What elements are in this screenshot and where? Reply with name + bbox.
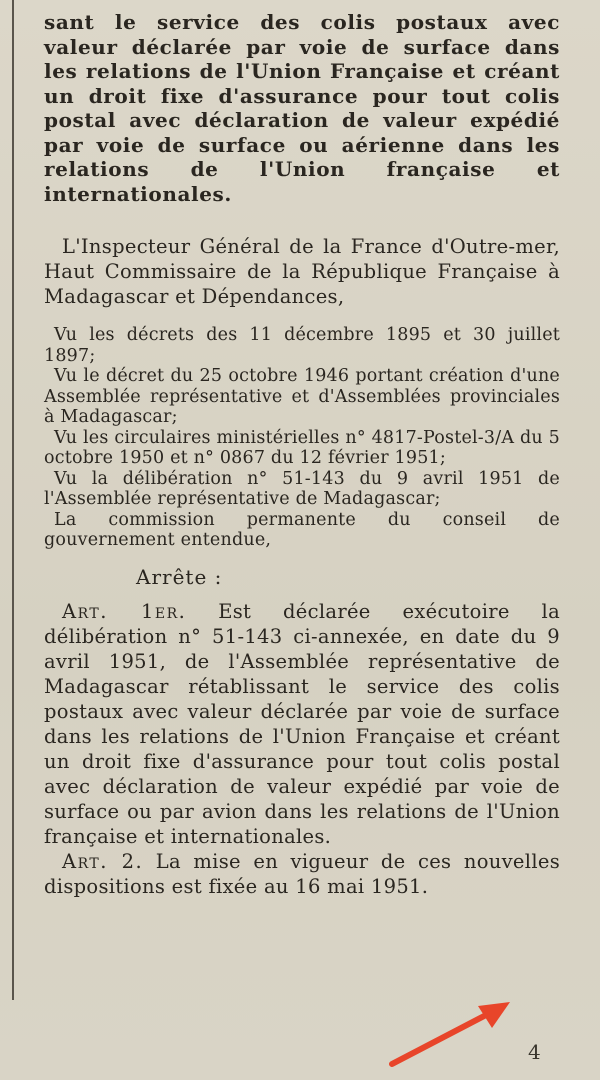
consideration-item: Vu les circulaires ministérielles n° 4817-Postel-3/A du 5 octobre 1950 et n° 0867 du 12 février 1951; xyxy=(44,427,560,468)
text-column xyxy=(44,10,560,899)
article-2-text: La mise en vigueur de ces nouvelles dispositions est fixée au 16 mai 1951. xyxy=(44,849,560,898)
column-rule xyxy=(12,0,14,1000)
consideration-item: Vu les décrets des 11 décembre 1895 et 30 juillet 1897; xyxy=(44,325,560,366)
consideration-item: La commission permanente du conseil de gouvernement entendue, xyxy=(44,509,560,550)
consideration-item: Vu la délibération n° 51-143 du 9 avril 1951 de l'Assemblée représentative de Madagascar; xyxy=(44,468,560,509)
inspector-paragraph: L'Inspecteur Général de la France d'Outre-mer, Haut Commissaire de la République Française à Madagascar et Dépendances, xyxy=(44,235,560,308)
preamble-paragraph: sant le service des colis postaux avec valeur déclarée par voie de surface dans les relations de l'Union Française et créant un droit fixe d'assurance pour tout colis postal avec déclaration de valeur expédié par voie de surface ou aérienne dans les relations de l'Union française et internationales. xyxy=(44,10,560,206)
arrete-heading: Arrête : xyxy=(136,564,223,589)
article-2 xyxy=(44,849,560,899)
considerations-list xyxy=(44,325,560,551)
article-1-label: Art. 1er. xyxy=(62,599,187,623)
page-number: 4 xyxy=(528,1040,541,1064)
article-2-label: Art. 2. xyxy=(62,849,144,873)
red-arrow-icon xyxy=(386,1000,516,1070)
consideration-item: Vu le décret du 25 octobre 1946 portant création d'une Assemblée représentative et d'Assemblées provinciales à Madagascar; xyxy=(44,366,560,427)
article-1 xyxy=(44,599,560,849)
article-1-text: Est déclarée exécutoire la délibération n° 51-143 ci-annexée, en date du 9 avril 1951, de l'Assemblée représentative de Madagascar rétablissant le service des colis postaux avec valeur déclarée par voie de surface dans les relations de l'Union Française et créant un droit fixe d'assurance pour tout colis postal avec déclaration de valeur expédié par voie de surface ou par avion dans les relations de l'Union française et internationales. xyxy=(44,599,561,848)
